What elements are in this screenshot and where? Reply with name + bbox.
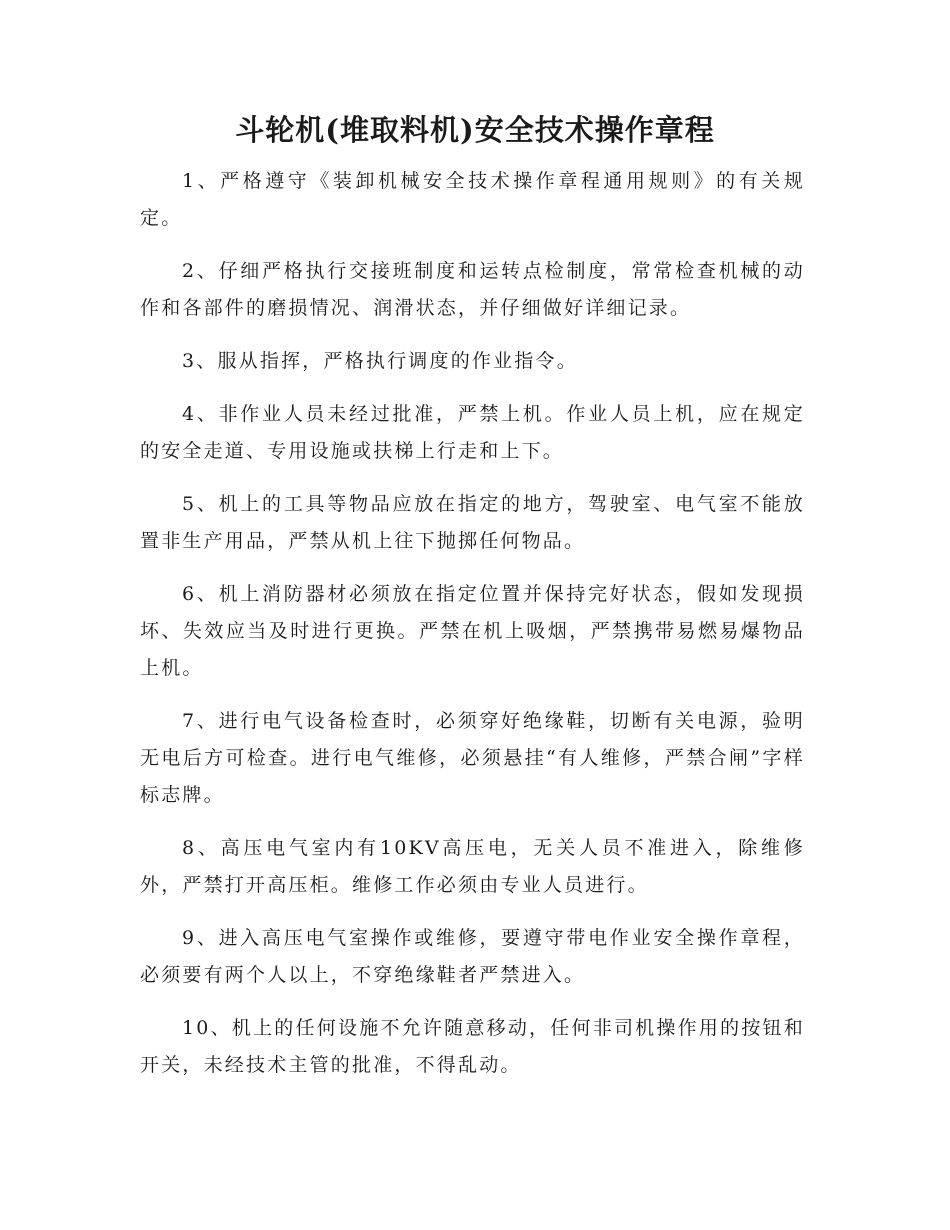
paragraph-1: 1、严格遵守《装卸机械安全技术操作章程通用规则》的有关规定。: [140, 170, 805, 229]
paragraph-5: 5、机上的工具等物品应放在指定的地方，驾驶室、电气室不能放置非生产用品，严禁从机上往下抛掷任何物品。: [140, 493, 805, 552]
paragraph-7: 7、进行电气设备检查时，必须穿好绝缘鞋，切断有关电源，验明无电后方可检查。进行电气维修，必须悬挂“有人维修，严禁合闸”字样标志牌。: [140, 710, 805, 806]
paragraph-3: 3、服从指挥，严格执行调度的作业指令。: [182, 350, 578, 372]
paragraph-9: 9、进入高压电气室操作或维修，要遵守带电作业安全操作章程，必须要有两个人以上，不穿绝缘鞋者严禁进入。: [140, 927, 805, 986]
paragraph-6: 6、机上消防器材必须放在指定位置并保持完好状态，假如发现损坏、失效应当及时进行更换。严禁在机上吸烟，严禁携带易燃易爆物品上机。: [140, 583, 805, 679]
paragraph-4: 4、非作业人员未经过批准，严禁上机。作业人员上机，应在规定的安全走道、专用设施或扶梯上行走和上下。: [140, 403, 805, 462]
document-body: [140, 163, 805, 1100]
document-title: 斗轮机(堆取料机)安全技术操作章程: [235, 113, 715, 147]
paragraph-10: 10、机上的任何设施不允许随意移动，任何非司机操作用的按钮和开关，未经技术主管的批准，不得乱动。: [140, 1017, 805, 1076]
paragraph-2: 2、仔细严格执行交接班制度和运转点检制度，常常检查机械的动作和各部件的磨损情况、润滑状态，并仔细做好详细记录。: [140, 260, 805, 319]
paragraph-8: 8、高压电气室内有10KV高压电，无关人员不准进入，除维修外，严禁打开高压柜。维修工作必须由专业人员进行。: [140, 837, 805, 896]
